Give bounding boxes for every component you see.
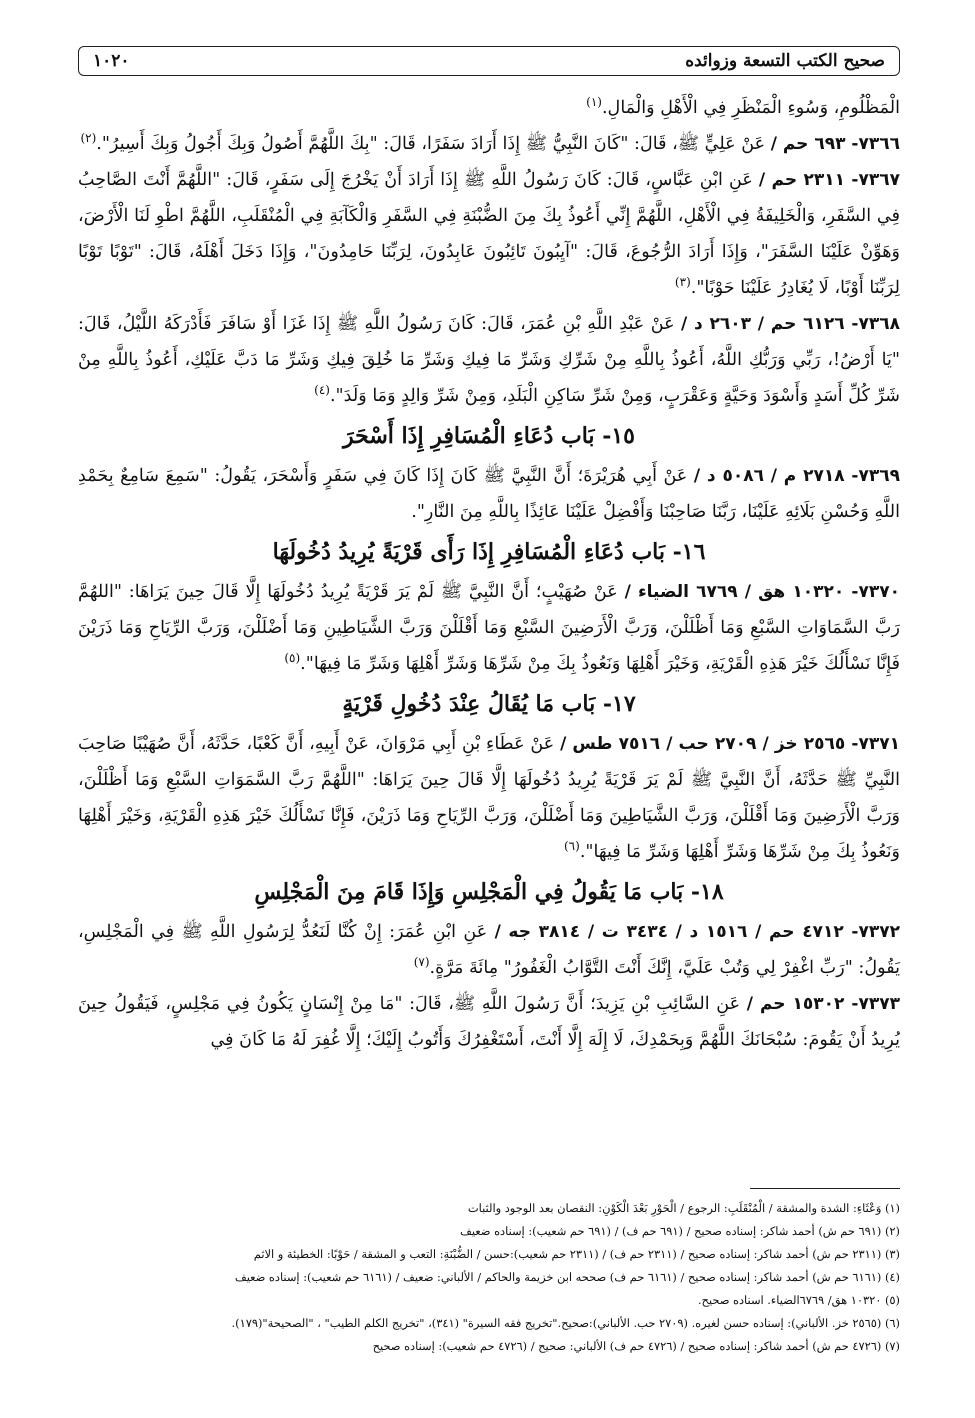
chapter-title: ١٥- بَاب دُعَاءِ الْمُسَافِرِ إِذَا أَسْحَرَ bbox=[342, 423, 635, 449]
chapter-title: ١٧- بَاب مَا يُقَالُ عِنْدَ دُخُولِ قَرْيَةٍ bbox=[342, 691, 636, 717]
footnote-marker: (٣) bbox=[674, 275, 691, 290]
footnote-marker: (٢) bbox=[80, 131, 97, 146]
book-title: صحيح الكتب التسعة وزوائده bbox=[685, 51, 885, 71]
chapter-heading bbox=[78, 414, 900, 458]
chapter-title: ١٦- بَاب دُعَاءِ الْمُسَافِرِ إِذَا رَأَى قَرْيَةً يُرِيدُ دُخُولَهَا bbox=[272, 539, 706, 565]
hadith-number: ٧٣٦٨- ٦١٢٦ حم / ٢٦٠٣ د / bbox=[681, 314, 900, 334]
hadith-paragraph bbox=[78, 574, 900, 682]
main-text bbox=[78, 90, 900, 1058]
hadith-text: الْمَظْلُومِ، وَسُوءِ الْمَنْظَرِ فِي الْأَهْلِ وَالْمَالِ. bbox=[601, 98, 900, 118]
hadith-text: عَنْ أَبِي هُرَيْرَةَ؛ أَنَّ النَّبِيَّ ﷺ كَانَ إِذَا كَانَ فِي سَفَرٍ وَأَسْحَرَ، يَقُولُ: "سَمِعَ سَامِعٌ بِحَمْدِ اللَّهِ وَحُسْنِ بَلَائِهِ عَلَيْنَا، رَبَّنَا صَاحِبْنَا وَأَفْضِلْ عَلَيْنَا عَائِذًا بِاللَّهِ مِنَ النَّارِ". bbox=[78, 466, 900, 522]
footnote: (٣) (٢٣١١ حم ش) أحمد شاكر: إسناده صحيح / (٢٣١١ حم ف) / (٢٣١١ حم شعيب):حسن / الضُّبْنَةِ: التعب و المشقة / حَوْبًا: الخطيئة و الاثم bbox=[253, 1247, 900, 1261]
hadith-number: ٧٣٧٢- ٤٧١٢ حم / ١٥١٦ د / ٣٤٣٤ ت / ٣٨١٤ جه / bbox=[494, 922, 900, 942]
hadith-text: عَنْ عَبْدِ اللَّهِ بْنِ عُمَرَ، قَالَ: كَانَ رَسُولُ اللَّهِ ﷺ إِذَا غَزَا أَوْ سَافَرَ فَأَدْرَكَهُ اللَّيْلُ، قَالَ: "يَا أَرْضُ!، رَبِّي وَرَبُّكِ اللَّهُ، أَعُوذُ بِاللَّهِ مِنْ شَرِّكِ وَشَرِّ مَا فِيكِ وَشَرِّ مَا خُلِقَ فِيكِ وَشَرِّ مَا دَبَّ عَلَيْكِ، أَعُوذُ بِاللَّهِ مِنْ شَرِّ كُلِّ أَسَدٍ وَأَسْوَدَ وَحَيَّةٍ وَعَقْرَبٍ، وَمِنْ شَرِّ سَاكِنِ الْبَلَدِ، وَمِنْ شَرِّ وَالِدٍ وَمَا وَلَدَ". bbox=[78, 314, 900, 406]
footnote-marker: (٥) bbox=[284, 651, 301, 666]
hadith-paragraph bbox=[78, 306, 900, 414]
hadith-paragraph bbox=[78, 914, 900, 986]
hadith-paragraph bbox=[78, 726, 900, 870]
footnote: (٦) (٢٥٦٥ خز. الألباني): إسناده حسن لغيره. (٢٧٠٩ حب. الألباني):صحيح."تخريج فقه السيرة" (٣٤١)، "تخريج الكلم الطيب" ، "الصحيحة"(١٧٩). bbox=[231, 1316, 900, 1330]
chapter-heading bbox=[78, 870, 900, 914]
hadith-paragraph bbox=[78, 986, 900, 1058]
footnote-marker: (٦) bbox=[563, 839, 580, 854]
hadith-number: ٧٣٧١- ٢٥٦٥ خز / ٢٧٠٩ حب / ٧٥١٦ طس / bbox=[560, 734, 900, 754]
hadith-text: عَنْ عَطَاءِ بْنِ أَبِي مَرْوَانَ، عَنْ أَبِيهِ، أَنَّ كَعْبًا، حَدَّثَهُ، أَنَّ صُهَيْبًا صَاحِبَ النَّبِيِّ ﷺ حَدَّثَهُ، أَنَّ النَّبِيَّ ﷺ لَمْ يَرَ قَرْيَةً يُرِيدُ دُخُولَهَا إِلَّا قَالَ حِينَ يَرَاهَا: "اللَّهُمَّ رَبَّ السَّمَوَاتِ السَّبْعِ وَمَا أَظْلَلْنَ، وَرَبَّ الْأَرَضِينَ وَمَا أَقْلَلْنَ، وَرَبَّ الشَّيَاطِينَ وَمَا أَضْلَلْنَ، وَرَبَّ الرِّيَاحِ وَمَا ذَرَيْنَ، فَإِنَّا نَسْأَلُكَ خَيْرَ هَذِهِ الْقَرْيَةِ، وَخَيْرَ أَهْلِهَا وَنَعُوذُ بِكَ مِنْ شَرِّهَا وَشَرِّ أَهْلِهَا وَشَرِّ مَا فِيهَا". bbox=[78, 734, 900, 862]
footnote: (٢) (٦٩١ حم ش) أحمد شاكر: إسناده صحيح / (٦٩١ حم ف) / (٦٩١ حم شعيب): إسناده ضعيف bbox=[460, 1224, 900, 1238]
hadith-number: ٧٣٦٩- ٢٧١٨ م / ٥٠٨٦ د / bbox=[693, 466, 900, 486]
hadith-text: عَنْ صُهَيْبٍ؛ أَنَّ النَّبِيَّ ﷺ لَمْ يَرَ قَرْيَةً يُرِيدُ دُخُولَهَا إِلَّا قَالَ حِينَ يَرَاهَا: "اللهُمَّ رَبَّ السَّمَاوَاتِ السَّبْعِ وَمَا أَظْلَلْنَ، وَرَبَّ الْأَرَضِينَ السَّبْعِ وَمَا أَقْلَلْنَ وَرَبَّ الشَّيَاطِينِ وَمَا أَضْلَلْنَ، وَرَبَّ الرِّيَاحِ وَمَا ذَرَيْنَ فَإِنَّا نَسْأَلُكَ خَيْرَ هَذِهِ الْقَرْيَةِ، وَخَيْرَ أَهْلِهَا وَنَعُوذُ بِكَ مِنْ شَرِّهَا وَشَرِّ أَهْلِهَا وَشَرِّ مَا فِيهَا". bbox=[78, 582, 900, 674]
page-number: ١٠٢٠ bbox=[93, 51, 130, 71]
page-header bbox=[78, 46, 900, 76]
footnote: (٥) ١٠٣٢٠ هق/ ٦٧٦٩الضياء. اسناده صحيح. bbox=[697, 1293, 900, 1307]
hadith-text: عَنِ السَّائِبِ بْنِ يَزِيدَ؛ أَنَّ رَسُولَ اللَّهِ ﷺ، قَالَ: "مَا مِنْ إِنْسَانٍ يَكُونُ فِي مَجْلِسٍ، فَيَقُولُ حِينَ يُرِيدُ أَنْ يَقُومَ: سُبْحَانَكَ اللَّهُمَّ وَبِحَمْدِكَ، لَا إِلَهَ إِلَّا أَنْتَ، أَسْتَغْفِرُكَ وَأَتُوبُ إِلَيْكَ؛ إِلَّا غُفِرَ لَهُ مَا كَانَ فِي bbox=[78, 994, 900, 1050]
hadith-paragraph bbox=[78, 162, 900, 306]
hadith-number: ٧٣٦٦- ٦٩٣ حم / bbox=[770, 134, 900, 154]
hadith-text: عَنِ ابْنِ عُمَرَ: إِنْ كُنَّا لَنَعُدُّ لِرَسُولِ اللَّهِ ﷺ فِي الْمَجْلِسِ، يَقُولُ: "رَبِّ اغْفِرْ لِي وَتُبْ عَلَيَّ، إِنَّكَ أَنْتَ التَّوَّابُ الْغَفُورُ" مِائَةَ مَرَّةٍ. bbox=[78, 922, 900, 978]
hadith-text: عَنْ عَلِيٍّ ﷺ، قَالَ: "كَانَ النَّبِيُّ ﷺ إِذَا أَرَادَ سَفَرًا، قَالَ: "بِكَ اللَّهُمَّ أَصُولُ وَبِكَ أَجُولُ وَبِكَ أَسِيرُ". bbox=[96, 134, 771, 154]
text-paragraph bbox=[78, 90, 900, 126]
chapter-title: ١٨- بَاب مَا يَقُولُ فِي الْمَجْلِسِ وَإِذَا قَامَ مِنَ الْمَجْلِسِ bbox=[254, 879, 724, 905]
footnote: (١) وَعْثَاءِ: الشدة والمشقة / الْمُنْقَلَبِ: الرجوع / الْحَوْرِ بَعْدَ الْكَوْنِ: النقصان بعد الوجود والثبات bbox=[467, 1201, 900, 1215]
hadith-number: ٧٣٧٠- ١٠٣٢٠ هق / ٦٧٦٩ الضياء / bbox=[624, 582, 900, 602]
hadith-text: عَنِ ابْنِ عَبَّاسٍ، قَالَ: كَانَ رَسُولُ اللَّهِ ﷺ إِذَا أَرَادَ أَنْ يَخْرُجَ إِلَى سَفَرٍ، قَالَ: "اللَّهُمَّ أَنْتَ الصَّاحِبُ فِي السَّفَرِ، وَالْخَلِيفَةُ فِي الْأَهْلِ، اللَّهُمَّ إِنِّي أَعُوذُ بِكَ مِنَ الضُّبْنَةِ فِي السَّفَرِ وَالْكَآبَةِ فِي الْمُنْقَلَبِ، اللَّهُمَّ اطْوِ لَنَا الْأَرْضَ، وَهَوِّنْ عَلَيْنَا السَّفَرَ"، وَإِذَا أَرَادَ الرُّجُوعَ، قَالَ: "آيِبُونَ تَائِبُونَ عَابِدُونَ، لِرَبِّنَا حَامِدُونَ"، وَإِذَا دَخَلَ أَهْلَهُ، قَالَ: "تَوْبًا تَوْبًا لِرَبِّنَا أَوْبًا، لَا يُغَادِرُ عَلَيْنَا حَوْبًا". bbox=[78, 170, 900, 298]
footnote-separator bbox=[750, 1188, 900, 1189]
footnote: (٤) (٦١٦١ حم ش) أحمد شاكر: إسناده صحيح / (٦١٦١ حم ف) صححه ابن خزيمة والحاكم / الألباني: ضعيف / (٦١٦١ حم شعيب): إسناده ضعيف bbox=[234, 1270, 900, 1284]
footnote-marker: (٧) bbox=[413, 955, 430, 970]
chapter-heading bbox=[78, 530, 900, 574]
hadith-paragraph bbox=[78, 458, 900, 530]
book-page bbox=[78, 46, 900, 1358]
footnote: (٧) (٤٧٢٦ حم ش) أحمد شاكر: إسناده صحيح / (٤٧٢٦ حم ف) الألباني: صحيح / (٤٧٢٦ حم شعيب): إسناده صحيح bbox=[372, 1339, 900, 1353]
hadith-number: ٧٣٧٣- ١٥٣٠٢ حم / bbox=[746, 994, 900, 1014]
hadith-paragraph bbox=[78, 126, 900, 162]
footnotes bbox=[78, 1197, 900, 1358]
hadith-number: ٧٣٦٧- ٢٣١١ حم / bbox=[758, 170, 900, 190]
chapter-heading bbox=[78, 682, 900, 726]
footnote-marker: (١) bbox=[586, 95, 602, 110]
footnote-marker: (٤) bbox=[314, 383, 330, 398]
